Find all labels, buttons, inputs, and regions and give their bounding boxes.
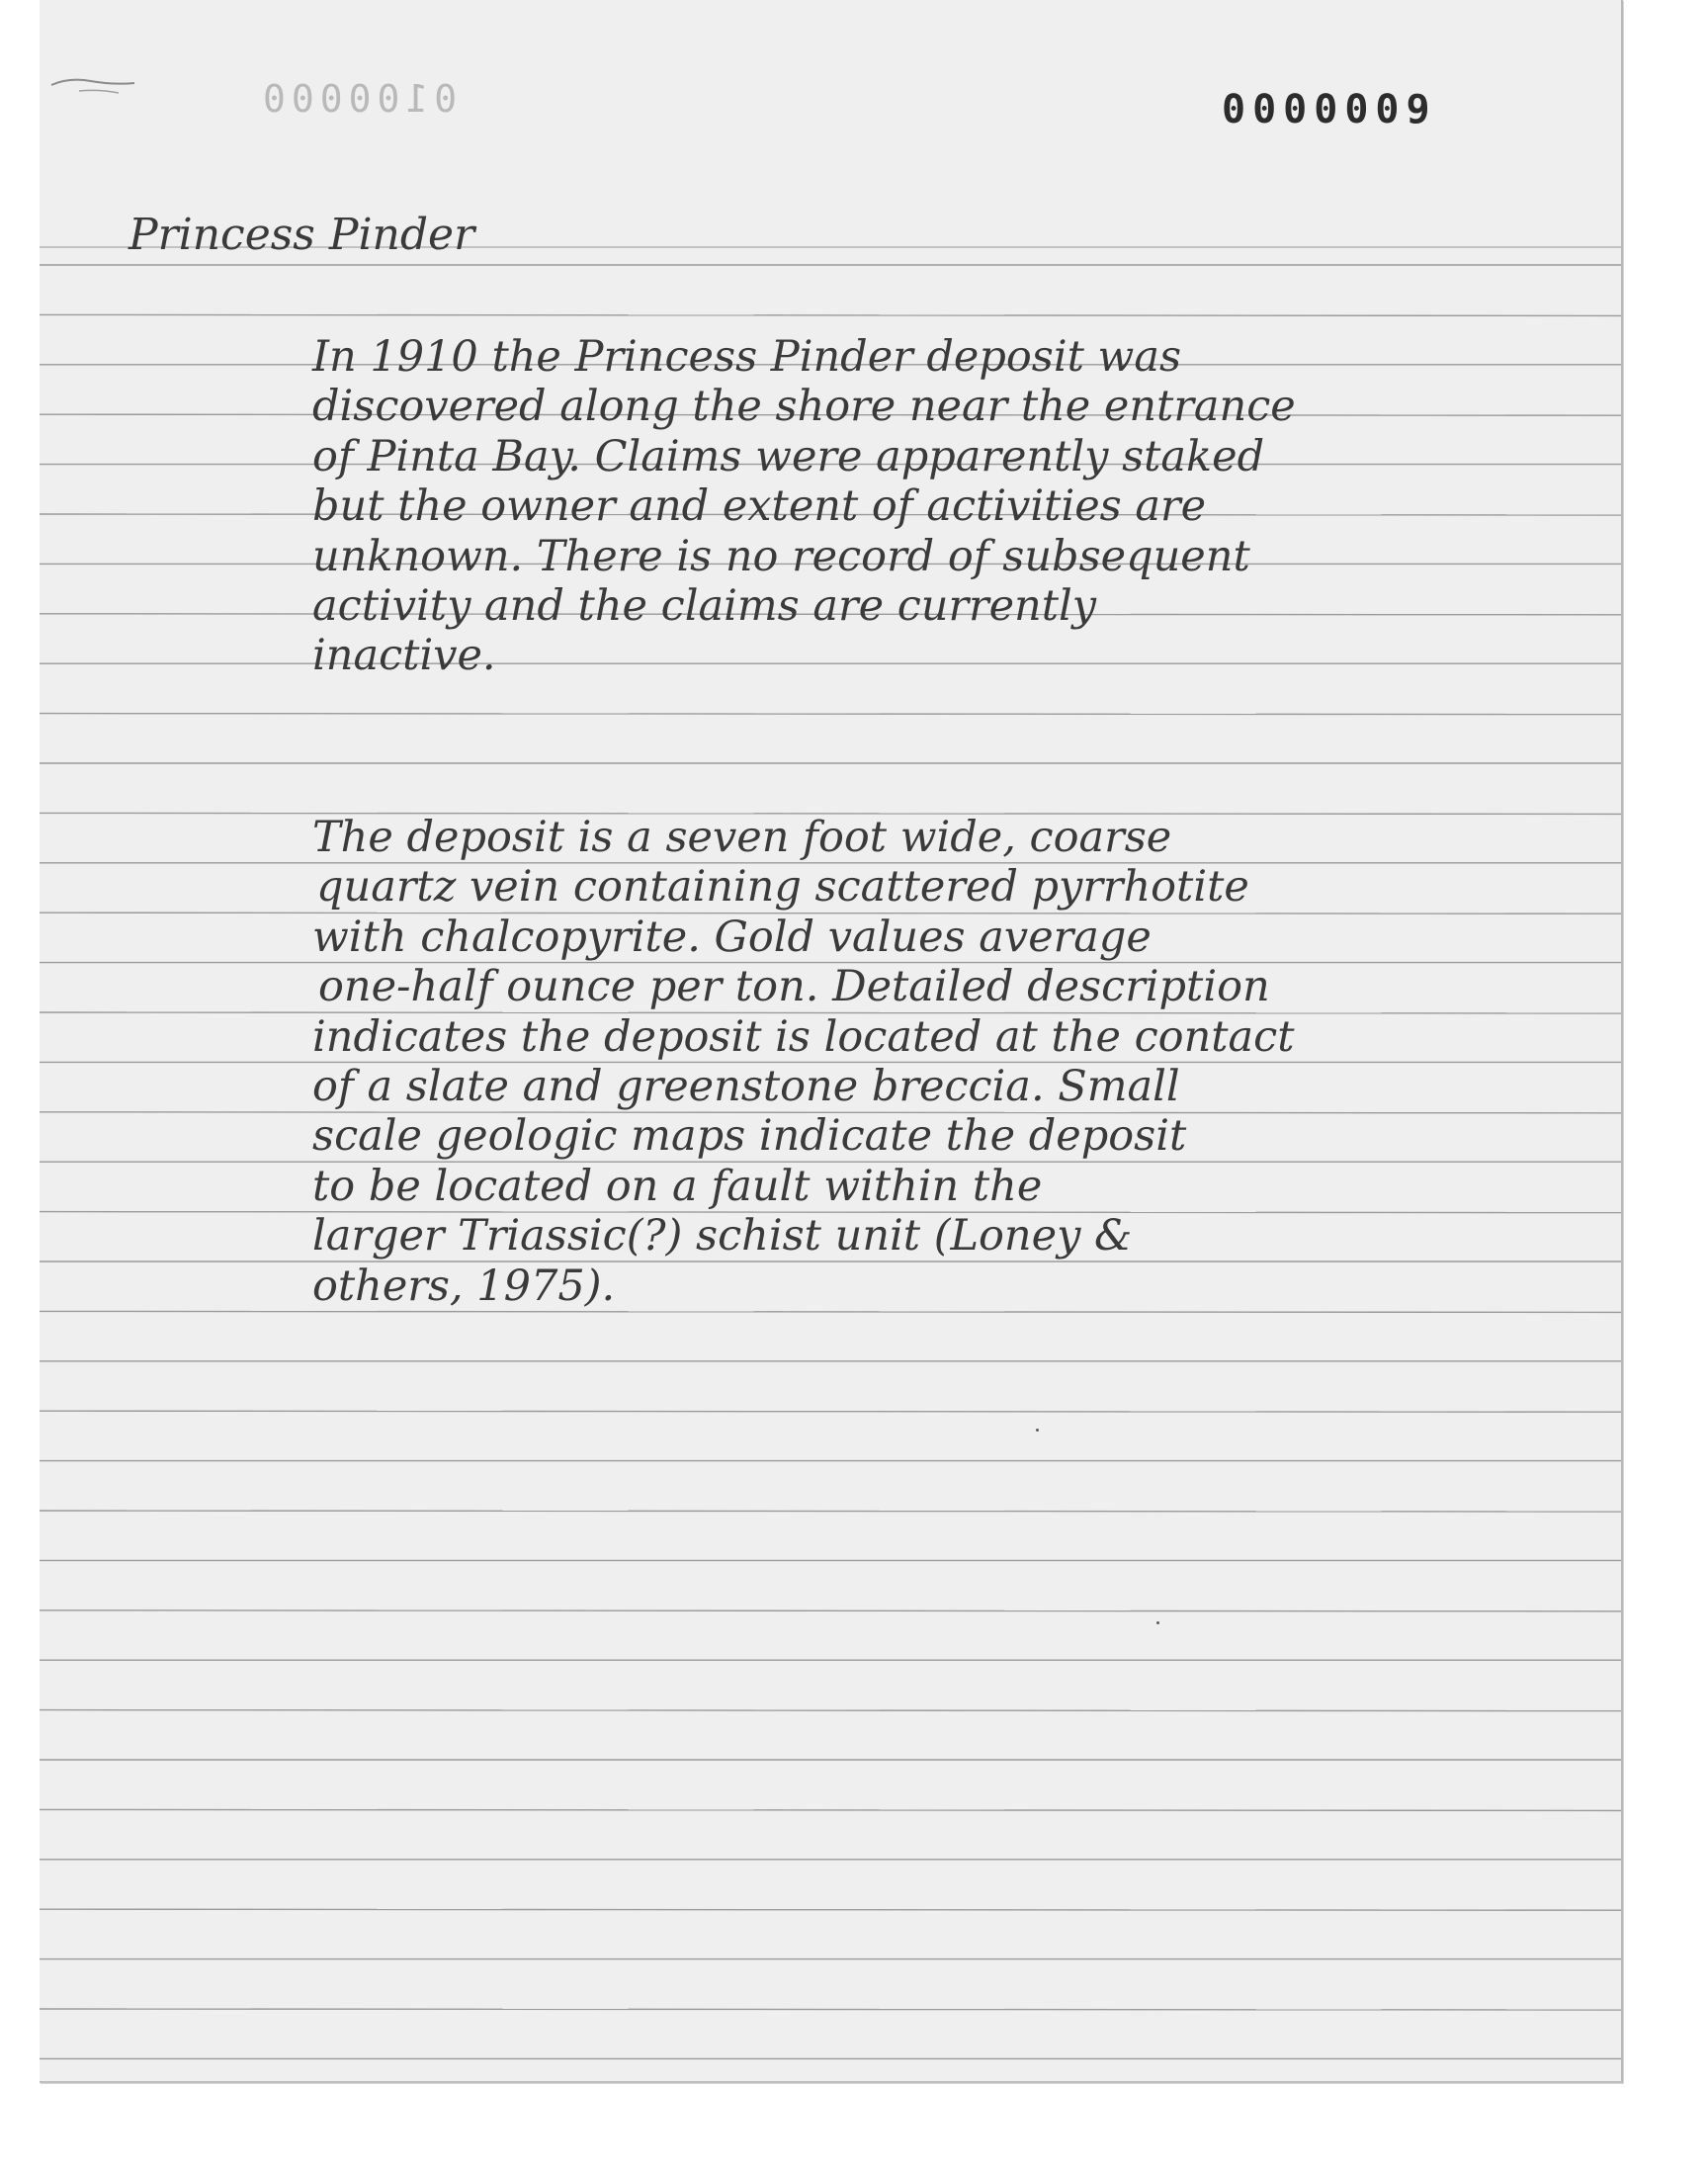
mirrored-page-stamp: 0100000 <box>257 77 458 121</box>
rule-line <box>40 1511 1621 1512</box>
notebook-page <box>40 0 1623 2083</box>
handwritten-line: with chalcopyrite. Gold values average <box>312 912 1152 962</box>
handwritten-line: to be located on a fault within the <box>312 1161 1043 1211</box>
rule-line <box>40 1809 1621 1810</box>
handwritten-line: of Pinta Bay. Claims were apparently staked <box>312 431 1265 481</box>
rule-line <box>40 1411 1621 1412</box>
rule-line <box>40 714 1621 715</box>
rule-line <box>40 1909 1621 1910</box>
pencil-smudge-mark <box>40 63 178 103</box>
handwritten-line: In 1910 the Princess Pinder deposit was <box>312 332 1182 382</box>
handwritten-line: inactive. <box>312 631 496 681</box>
handwritten-line: activity and the claims are currently <box>312 581 1097 631</box>
page-title: Princess Pinder <box>128 210 475 260</box>
rule-line <box>40 1710 1621 1711</box>
handwritten-line: discovered along the shore near the entrance <box>312 382 1296 432</box>
handwritten-line: scale geologic maps indicate the deposit <box>312 1111 1187 1162</box>
handwritten-line: others, 1975). <box>312 1261 616 1311</box>
rule-line <box>40 2009 1621 2010</box>
handwritten-line: indicates the deposit is located at the contact <box>312 1011 1295 1062</box>
stray-dot <box>1036 1429 1039 1432</box>
handwritten-line: The deposit is a seven foot wide, coarse <box>312 813 1172 862</box>
stray-dot <box>1156 1621 1159 1624</box>
handwritten-line: unknown. There is no record of subsequent <box>312 531 1250 581</box>
rule-line <box>40 1610 1621 1611</box>
handwritten-line: of a slate and greenstone breccia. Small <box>312 1062 1180 1111</box>
handwritten-line: but the owner and extent of activities are <box>312 481 1207 532</box>
handwritten-line: one-half ounce per ton. Detailed description <box>318 962 1270 1012</box>
rule-line <box>40 1311 1621 1312</box>
handwritten-line: larger Triassic(?) schist unit (Loney & <box>312 1211 1133 1262</box>
page-number-stamp: 0000009 <box>1222 87 1437 132</box>
handwritten-line: quartz vein containing scattered pyrrhotite <box>316 862 1249 913</box>
rule-line <box>40 314 1621 315</box>
